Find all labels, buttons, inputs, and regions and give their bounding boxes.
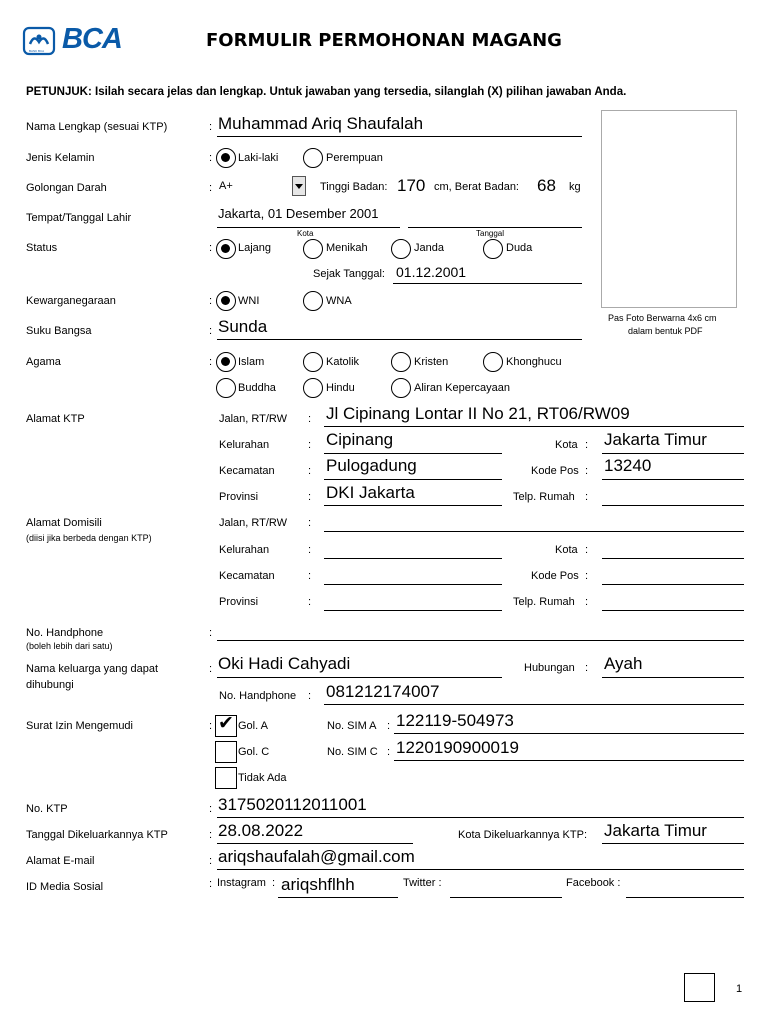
page-number: 1 [736, 983, 743, 995]
checkmark-icon: ✔ [218, 713, 234, 734]
checkbox-sim-none[interactable] [215, 767, 237, 789]
ktp-telp-line[interactable] [602, 505, 744, 506]
ktp-jalan-value[interactable]: Jl Cipinang Lontar II No 21, RT06/RW09 [326, 404, 630, 423]
colon: : [209, 152, 213, 164]
sejak-tanggal-label: Sejak Tanggal: [313, 268, 385, 280]
tempat-line [217, 227, 400, 228]
dom-kelurahan-line[interactable] [324, 558, 502, 559]
instagram-line [278, 897, 398, 898]
dom-kode-pos-line[interactable] [602, 584, 744, 585]
bca-logo [22, 23, 134, 56]
option-status-janda: Janda [414, 242, 444, 254]
radio-religion-aliran[interactable] [391, 378, 411, 398]
colon: : [308, 413, 312, 425]
colon: : [209, 803, 213, 815]
sim-a-value[interactable]: 122119-504973 [396, 711, 514, 730]
radio-status-janda[interactable] [391, 239, 411, 259]
instagram-value[interactable]: ariqshflhh [281, 875, 355, 894]
tanggal-line [408, 227, 582, 228]
ktp-kecamatan-label: Kecamatan [219, 465, 275, 477]
label-suku: Suku Bangsa [26, 325, 92, 337]
colon: : [209, 878, 213, 890]
tinggi-label: Tinggi Badan: [320, 181, 388, 193]
footer-box [684, 973, 715, 1002]
dom-kecamatan-line[interactable] [324, 584, 502, 585]
kota-ktp-label: Kota Dikeluarkannya KTP: [458, 829, 588, 841]
sim-c-label: No. SIM C [327, 746, 378, 758]
sejak-tanggal-line [393, 283, 582, 284]
radio-religion-buddha[interactable] [216, 378, 236, 398]
colon: : [585, 544, 589, 556]
colon: : [209, 182, 213, 194]
keluarga-hp-value[interactable]: 081212174007 [326, 682, 440, 701]
option-citizenship-wna: WNA [326, 295, 352, 307]
chevron-down-icon[interactable] [292, 176, 306, 196]
radio-religion-khonghucu[interactable] [483, 352, 503, 372]
dom-kecamatan-label: Kecamatan [219, 570, 275, 582]
keluarga-nama-value[interactable]: Oki Hadi Cahyadi [218, 654, 351, 673]
radio-citizenship-wni[interactable] [216, 291, 236, 311]
sejak-tanggal-value[interactable]: 01.12.2001 [396, 264, 467, 280]
dom-provinsi-label: Provinsi [219, 596, 259, 608]
tgl-ktp-value[interactable]: 28.08.2022 [218, 821, 304, 840]
option-religion-aliran: Aliran Kepercayaan [414, 382, 511, 394]
radio-religion-kristen[interactable] [391, 352, 411, 372]
option-status-menikah: Menikah [326, 242, 368, 254]
bca-logo-subtext: BANK BCA [29, 49, 45, 53]
colon: : [585, 570, 589, 582]
ktp-value[interactable]: 3175020112011001 [218, 795, 367, 814]
label-golongan-darah: Golongan Darah [26, 182, 107, 194]
colon: : [308, 491, 312, 503]
label-alamat-domisili-note: (diisi jika berbeda dengan KTP) [26, 533, 152, 543]
keluarga-hp-line [324, 704, 744, 705]
sim-c-value[interactable]: 1220190900019 [396, 738, 519, 757]
colon: : [585, 465, 589, 477]
handphone-line[interactable] [217, 640, 744, 641]
tinggi-value[interactable]: 170 [397, 176, 426, 195]
option-sim-none: Tidak Ada [238, 772, 287, 784]
radio-status-duda[interactable] [483, 239, 503, 259]
hubungan-value[interactable]: Ayah [604, 654, 643, 673]
ktp-kota-value[interactable]: Jakarta Timur [604, 430, 707, 449]
colon: : [209, 325, 213, 337]
colon: : [209, 829, 213, 841]
label-alamat-ktp: Alamat KTP [26, 413, 85, 425]
ktp-line [217, 817, 744, 818]
colon: : [308, 439, 312, 451]
photo-caption-1: Pas Foto Berwarna 4x6 cm [608, 313, 717, 323]
colon: : [209, 242, 213, 254]
ktp-provinsi-label: Provinsi [219, 491, 259, 503]
colon: : [387, 746, 391, 758]
option-status-lajang: Lajang [238, 242, 272, 254]
kg-label: kg [569, 181, 581, 193]
bca-logo-text: BCA [62, 23, 122, 55]
colon: : [308, 570, 312, 582]
dom-jalan-label: Jalan, RT/RW [219, 517, 288, 529]
photo-box[interactable] [601, 110, 737, 308]
form-title: FORMULIR PERMOHONAN MAGANG [206, 30, 562, 51]
kota-caption: Kota [297, 229, 314, 238]
ktp-kode-pos-value[interactable]: 13240 [604, 456, 652, 475]
dom-provinsi-line[interactable] [324, 610, 502, 611]
radio-status-lajang[interactable] [216, 239, 236, 259]
dom-kota-line[interactable] [602, 558, 744, 559]
radio-citizenship-wna[interactable] [303, 291, 323, 311]
option-gender-female: Perempuan [326, 152, 383, 164]
berat-value[interactable]: 68 [537, 176, 556, 195]
radio-gender-female[interactable] [303, 148, 323, 168]
label-kewarganegaraan: Kewarganegaraan [26, 295, 116, 307]
facebook-line[interactable] [626, 897, 744, 898]
sim-a-line [394, 733, 744, 734]
colon: : [308, 690, 312, 702]
colon: : [308, 465, 312, 477]
ktp-kelurahan-line [324, 453, 502, 454]
colon: : [272, 877, 276, 889]
nama-value[interactable]: Muhammad Ariq Shaufalah [218, 114, 424, 133]
ktp-kelurahan-label: Kelurahan [219, 439, 270, 451]
label-status: Status [26, 242, 58, 254]
option-religion-buddha: Buddha [238, 382, 276, 394]
colon: : [308, 517, 312, 529]
colon: : [209, 356, 213, 368]
option-sim-c: Gol. C [238, 746, 270, 758]
option-gender-male: Laki-laki [238, 152, 279, 164]
colon: : [387, 720, 391, 732]
label-agama: Agama [26, 356, 61, 368]
ktp-kota-label: Kota [555, 439, 578, 451]
label-nama: Nama Lengkap (sesuai KTP) [26, 121, 168, 133]
photo-caption-2: dalam bentuk PDF [628, 326, 703, 336]
checkbox-sim-a[interactable] [215, 715, 237, 737]
radio-religion-islam[interactable] [216, 352, 236, 372]
colon: : [209, 720, 213, 732]
option-sim-a: Gol. A [238, 720, 268, 732]
email-value[interactable]: ariqshaufalah@gmail.com [218, 847, 415, 866]
email-line [217, 869, 744, 870]
blood-type-value: A+ [219, 180, 233, 192]
label-jenis-kelamin: Jenis Kelamin [26, 152, 95, 164]
option-status-duda: Duda [506, 242, 533, 254]
ktp-kota-line [602, 453, 744, 454]
label-medsos: ID Media Sosial [26, 881, 104, 893]
keluarga-hp-label: No. Handphone [219, 690, 297, 702]
keluarga-nama-line [217, 677, 502, 678]
dom-telp-label: Telp. Rumah [513, 596, 575, 608]
option-religion-kristen: Kristen [414, 356, 449, 368]
colon: : [585, 662, 589, 674]
ktp-kelurahan-value[interactable]: Cipinang [326, 430, 394, 449]
radio-status-menikah[interactable] [303, 239, 323, 259]
label-handphone: No. Handphone [26, 627, 104, 639]
dom-jalan-line[interactable] [324, 531, 744, 532]
ktp-kecamatan-line [324, 479, 502, 480]
radio-religion-katolik[interactable] [303, 352, 323, 372]
instagram-label: Instagram [217, 877, 266, 889]
checkbox-sim-c[interactable] [215, 741, 237, 763]
kota-ktp-line [602, 843, 744, 844]
twitter-line[interactable] [450, 897, 562, 898]
ktp-provinsi-line [324, 505, 502, 506]
sim-c-line [394, 760, 744, 761]
colon: : [308, 596, 312, 608]
tanggal-caption: Tanggal [476, 229, 505, 238]
berat-label: cm, Berat Badan: [434, 181, 519, 193]
colon: : [209, 855, 213, 867]
suku-line [217, 339, 582, 340]
label-email: Alamat E-mail [26, 855, 95, 867]
label-handphone-note: (boleh lebih dari satu) [26, 641, 113, 651]
colon: : [585, 596, 589, 608]
colon: : [209, 295, 213, 307]
ktp-telp-label: Telp. Rumah [513, 491, 575, 503]
colon: : [308, 544, 312, 556]
option-religion-khonghucu: Khonghucu [506, 356, 562, 368]
nama-line [217, 136, 582, 137]
option-religion-islam: Islam [238, 356, 265, 368]
colon: : [209, 663, 213, 675]
colon: : [209, 121, 213, 133]
option-citizenship-wni: WNI [238, 295, 260, 307]
colon: : [585, 439, 589, 451]
ktp-jalan-label: Jalan, RT/RW [219, 413, 288, 425]
dom-telp-line[interactable] [602, 610, 744, 611]
ktp-kecamatan-value[interactable]: Pulogadung [326, 456, 417, 475]
radio-religion-hindu[interactable] [303, 378, 323, 398]
kota-ktp-value[interactable]: Jakarta Timur [604, 821, 707, 840]
label-keluarga-1: Nama keluarga yang dapat [26, 663, 159, 675]
ktp-kode-pos-label: Kode Pos [531, 465, 579, 477]
twitter-label: Twitter : [403, 877, 442, 889]
label-ktp: No. KTP [26, 803, 68, 815]
suku-value[interactable]: Sunda [218, 317, 268, 336]
colon: : [585, 491, 589, 503]
option-religion-katolik: Katolik [326, 356, 360, 368]
label-alamat-domisili: Alamat Domisili [26, 517, 102, 529]
blood-type-select[interactable] [216, 176, 308, 196]
label-keluarga-2: dihubungi [26, 679, 74, 691]
colon: : [209, 627, 213, 639]
tempat-tanggal-value[interactable]: Jakarta, 01 Desember 2001 [218, 206, 379, 221]
dom-kota-label: Kota [555, 544, 578, 556]
label-tgl-ktp: Tanggal Dikeluarkannya KTP [26, 829, 168, 841]
dom-kode-pos-label: Kode Pos [531, 570, 579, 582]
facebook-label: Facebook : [566, 877, 621, 889]
label-tempat-lahir: Tempat/Tanggal Lahir [26, 212, 132, 224]
instructions: PETUNJUK: Isilah secara jelas dan lengkap. Untuk jawaban yang tersedia, silanglah (X) pilihan jawaban Anda. [26, 86, 627, 98]
ktp-provinsi-value[interactable]: DKI Jakarta [326, 483, 415, 502]
sim-a-label: No. SIM A [327, 720, 377, 732]
tgl-ktp-line [217, 843, 413, 844]
option-religion-hindu: Hindu [326, 382, 355, 394]
hubungan-label: Hubungan [524, 662, 575, 674]
dom-kelurahan-label: Kelurahan [219, 544, 270, 556]
label-sim: Surat Izin Mengemudi [26, 720, 133, 732]
ktp-kode-pos-line [602, 479, 744, 480]
hubungan-line [602, 677, 744, 678]
radio-gender-male[interactable] [216, 148, 236, 168]
ktp-jalan-line [324, 426, 744, 427]
